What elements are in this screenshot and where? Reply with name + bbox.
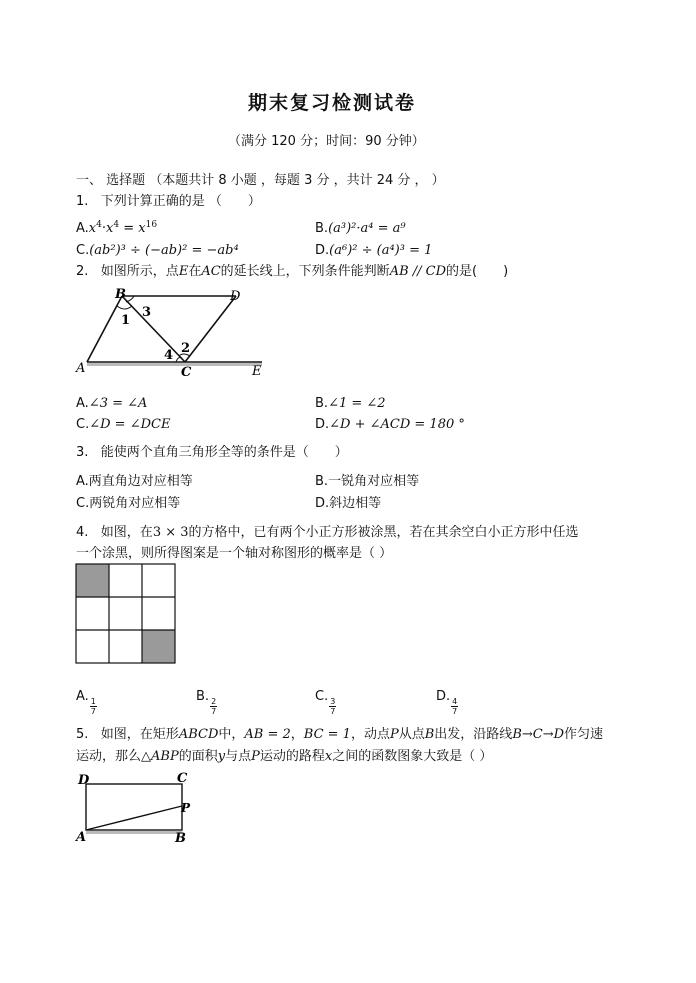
q5-stem-line1: 5. 如图，在矩形ABCD中，AB = 2，BC = 1，动点P从点B出发，沿路线B→C→D作匀速 <box>76 727 604 742</box>
q1-stem: 1. 下列计算正确的是 （ ） <box>76 194 261 209</box>
shaded-cell <box>142 630 175 663</box>
q5-stem-line2: 运动，那么△ABP的面积y与点P运动的路程x之间的函数图象大致是（ ） <box>76 749 493 764</box>
section-heading: 一、 选择题 （本题共计 8 小题 ，每题 3 分 ，共计 24 分 ， ） <box>76 173 445 188</box>
label-angle-2: 2 <box>181 341 191 356</box>
q4-option-a: A. $\frac{1}{7}$ <box>76 689 96 716</box>
label-e: E <box>252 364 262 379</box>
shaded-cell <box>76 564 109 597</box>
q2-option-c: C.∠D = ∠DCE <box>76 417 171 432</box>
q2-stem: 2. 如图所示，点E在AC的延长线上，下列条件能判断AB // CD的是( ) <box>76 264 509 279</box>
hatch-base <box>86 831 182 834</box>
q4-option-c: C. $\frac{3}{7}$ <box>315 689 336 716</box>
label-p: P <box>181 801 191 815</box>
label-c: C <box>177 771 188 786</box>
label-a: A <box>76 361 86 376</box>
angle-1-arc <box>117 306 132 309</box>
angle-3-arc <box>126 296 134 302</box>
q4-option-d: D. $\frac{4}{7}$ <box>436 689 458 716</box>
label-a: A <box>76 830 87 845</box>
label-b: B <box>115 287 126 302</box>
q2-figure <box>70 286 270 380</box>
q1-option-b: B.(a³)²·a⁴ = a⁹ <box>315 221 406 236</box>
label-angle-4: 4 <box>164 348 174 363</box>
label-d: D <box>230 289 241 304</box>
q2-option-b: B.∠1 = ∠2 <box>315 396 386 411</box>
q4-option-b: B. $\frac{2}{7}$ <box>196 689 217 716</box>
q4-grid <box>75 563 177 664</box>
q3-option-b: B.一锐角对应相等 <box>315 474 420 489</box>
line-dc <box>185 296 236 362</box>
q3-option-d: D.斜边相等 <box>315 496 382 511</box>
label-b: B <box>175 831 186 846</box>
page-subtitle: （满分 120 分；时间：90 分钟） <box>228 134 425 149</box>
q5-figure <box>72 770 196 846</box>
label-angle-1: 1 <box>121 313 131 328</box>
hatch-base <box>87 363 262 366</box>
q1-option-d: D.(a⁶)² ÷ (a⁴)³ = 1 <box>315 243 433 258</box>
segment-ap <box>86 806 182 830</box>
q2-option-d: D.∠D + ∠ACD = 180 ° <box>315 417 465 432</box>
q3-option-a: A.两直角边对应相等 <box>76 474 193 489</box>
line-ab <box>87 296 122 362</box>
q3-stem: 3. 能使两个直角三角形全等的条件是（ ） <box>76 445 348 460</box>
page-title: 期末复习检测试卷 <box>248 92 417 114</box>
q4-stem-line2: 一个涂黑，则所得图案是一个轴对称图形的概率是（ ） <box>76 546 393 561</box>
q3-option-c: C.两锐角对应相等 <box>76 496 181 511</box>
label-angle-3: 3 <box>142 305 152 320</box>
q4-stem-line1: 4. 如图，在3 × 3的方格中，已有两个小正方形被涂黑，若在其余空白小正方形中任选 <box>76 525 579 540</box>
q2-option-a: A.∠3 = ∠A <box>76 396 148 411</box>
q1-option-c: C.(ab²)³ ÷ (−ab)² = −ab⁴ <box>76 243 239 258</box>
q1-option-a: $A.x^4\cdot x^4 = x^{16}$ <box>76 220 158 236</box>
label-c: C <box>181 365 192 380</box>
rectangle-abcd <box>86 784 182 830</box>
label-d: D <box>78 773 90 788</box>
